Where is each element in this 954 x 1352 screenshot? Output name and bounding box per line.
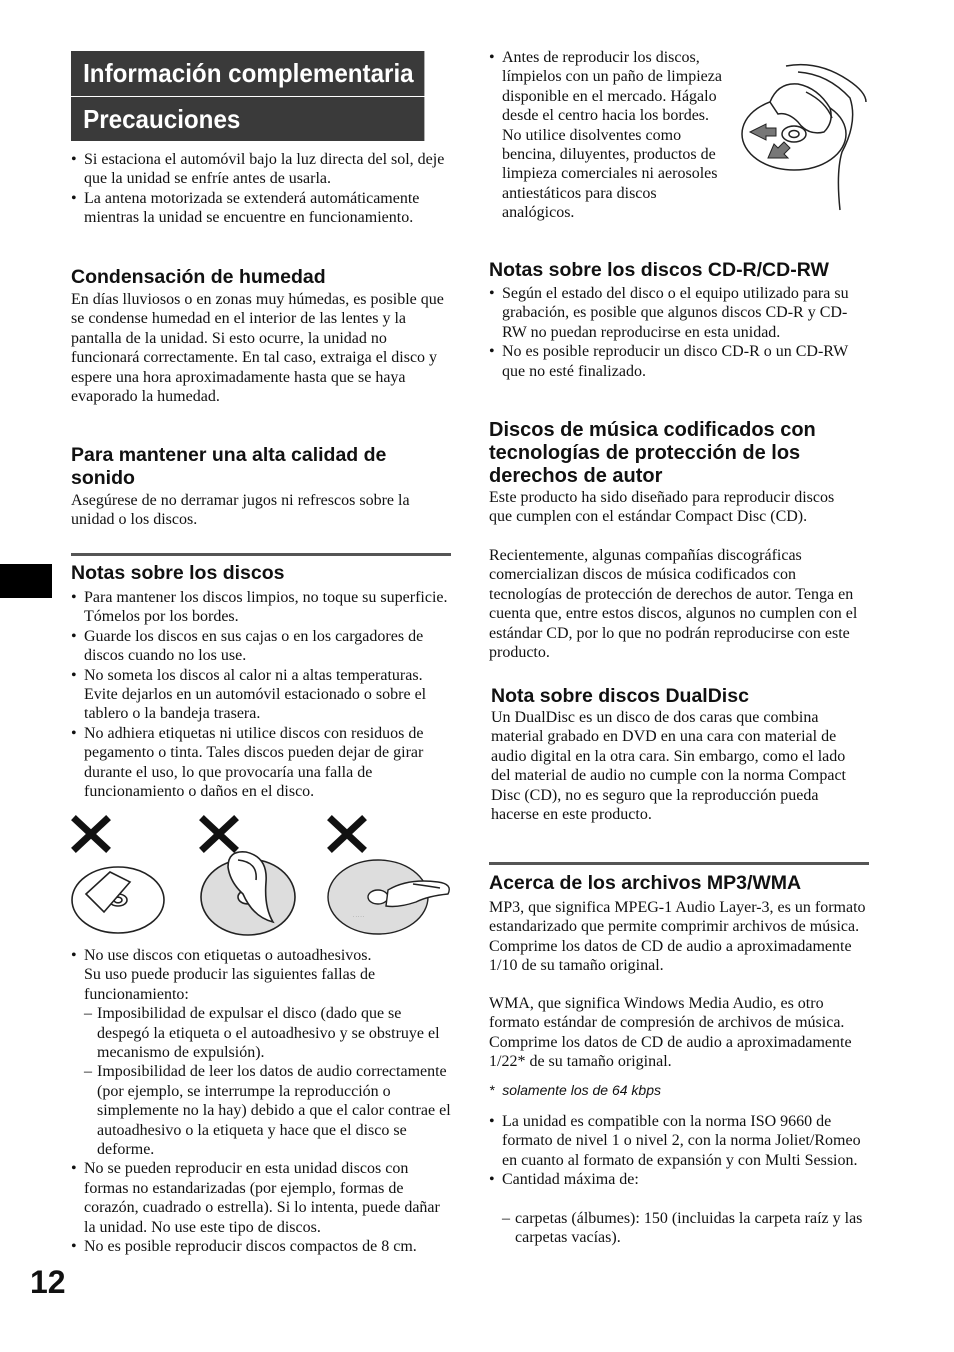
copyright-heading: Discos de música codificados con tecnologías de protección de los derechos de autor — [489, 419, 816, 487]
footnote-text: solamente los de 64 kbps — [502, 1082, 661, 1098]
hand-touching-disc-icon — [328, 860, 449, 934]
page-title: Precauciones — [71, 97, 424, 141]
disc-notes-list — [71, 588, 451, 801]
disc-with-label-icon — [72, 867, 164, 933]
list-item: • Antes de reproducir los discos, límpielos con un paño de limpieza disponible en el mercado. Hágalo desde el centro hacia los bordes. No utilice disolventes como bencina, diluyentes, productos de limpieza comerciales ni aerosoles antiestáticos para discos analógicos. — [489, 48, 729, 223]
page-number: 12 — [30, 1264, 66, 1300]
footnote — [489, 1082, 869, 1098]
list-item: • No adhiera etiquetas ni utilice discos con residuos de pegamento o tinta. Tales discos pueden dejar de girar durante el uso, lo que provocaría una falla de funcionamiento o daños en el disco. — [71, 724, 451, 802]
disc-illustrations — [68, 812, 458, 942]
mp3-list — [489, 1112, 869, 1190]
condensation-text: En días lluviosos o en zonas muy húmedas, es posible que se condense humedad en el interior de las lentes y la pantalla de la unidad. Si esto ocurre, la unidad no funcionará correctamente. En tal caso, extraiga el disco y espere una hora aproximadamente hasta que se haya evaporado la humedad. — [71, 291, 444, 406]
dualdisc-text: Un DualDisc es un disco de dos caras que combina material grabado en DVD en una cara con material de audio digital en la otra cara. Sin embargo, como el lado del material de audio no cumple con la norma Compact Disc (CD), no es seguro que la reproducción pueda hacerse en este producto. — [491, 709, 846, 824]
footnote-mark: * — [489, 1082, 495, 1098]
list-item: • Guarde los discos en sus cajas o en los cargadores de discos cuando no los use. — [71, 627, 451, 666]
list-item: – Imposibilidad de expulsar el disco (dado que se despegó la etiqueta o el autoadhesivo y se obstruye el mecanismo de expulsión). — [84, 1004, 451, 1062]
sound-quality-text: Asegúrese de no derramar jugos ni refrescos sobre la unidad o los discos. — [71, 492, 410, 529]
cdr-list — [489, 284, 857, 381]
cdr-heading: Notas sobre los discos CD-R/CD-RW — [489, 259, 829, 281]
section-title: Información complementaria — [71, 51, 424, 96]
list-item: • No es posible reproducir discos compactos de 8 cm. — [71, 1237, 451, 1256]
copyright-p2: Recientemente, algunas compañías discográficas comercializan discos de música codificados con tecnologías de protección de derechos de autor. Tenga en cuenta que, entre estos discos, algunos no cumplen con el estándar CD, por lo que no podrán reproducirse con este producto. — [489, 547, 858, 662]
copyright-p1: Este producto ha sido diseñado para reproducir discos que cumplen con el estándar Compact Disc (CD). — [489, 489, 835, 526]
dash-list — [84, 1004, 451, 1159]
list-item: • No someta los discos al calor ni a altas temperaturas. Evite dejarlos en un automóvil estacionado o sobre el tablero o la bandeja trasera. — [71, 666, 451, 724]
list-item: • No se pueden reproducir en esta unidad discos con formas no estandarizadas (por ejemplo, formas de corazón, cuadrado o estrella). Si lo intenta, puede dañar la unidad. No use este tipo de discos. — [71, 1159, 451, 1237]
x-mark-icon — [76, 820, 106, 848]
list-item: • No es posible reproducir un disco CD-R o un CD-RW que no esté finalizado. — [489, 342, 857, 381]
cleaning-list — [489, 48, 729, 223]
peeling-label-disc-icon — [201, 852, 295, 935]
mp3-p1: MP3, que significa MPEG-1 Audio Layer-3, es un formato estandarizado que permite comprimir archivos de música. Comprime los datos de CD de audio a aproximadamente 1/10 de su tamaño original. — [489, 899, 866, 975]
list-item-text: • No use discos con etiquetas o autoadhesivos. — [84, 947, 372, 964]
condensation-heading: Condensación de humedad — [71, 266, 326, 288]
list-item — [71, 946, 451, 1159]
list-item: • Para mantener los discos limpios, no toque su superficie. Tómelos por los bordes. — [71, 588, 451, 627]
list-item: • La antena motorizada se extenderá automáticamente mientras la unidad se encuentre en funcionamiento. — [71, 189, 451, 228]
list-item: – Imposibilidad de leer los datos de audio correctamente (por ejemplo, se interrumpe la reproducción o simplemente no la hay) debido a que el calor contrae el autoadhesivo o la etiqueta y hace que el disco se deforme. — [84, 1062, 451, 1159]
sound-quality-heading: Para mantener una alta calidad de sonido — [71, 444, 387, 489]
section-rule — [71, 553, 451, 556]
list-item-text: Su uso puede producir las siguientes fallas de funcionamiento: — [84, 966, 376, 1003]
list-item: – carpetas (álbumes): 150 (incluidas la carpeta raíz y las carpetas vacías). — [502, 1209, 870, 1248]
disc-notes-heading: Notas sobre los discos — [71, 562, 285, 584]
x-mark-icon — [204, 820, 234, 848]
list-item: • Según el estado del disco o el equipo utilizado para su grabación, es posible que algunos discos CD-R y CD-RW no puedan reproducirse en esta unidad. — [489, 284, 857, 342]
mp3-dash-list — [502, 1209, 870, 1248]
side-tab-marker — [0, 564, 52, 598]
sticker-list — [71, 946, 451, 1257]
mp3-p2: WMA, que significa Windows Media Audio, es otro formato estándar de compresión de archivos de música. Comprime los datos de CD de audio a aproximadamente 1/22* de su tamaño original. — [489, 995, 852, 1071]
dualdisc-heading: Nota sobre discos DualDisc — [491, 685, 749, 707]
x-mark-icon — [332, 820, 362, 848]
list-item: • Cantidad máxima de: — [489, 1170, 869, 1189]
intro-list — [71, 150, 451, 228]
list-item: • La unidad es compatible con la norma ISO 9660 de formato de nivel 1 o nivel 2, con la norma Joliet/Romeo en cuanto al formato de expansión y con Multi Session. — [489, 1112, 869, 1170]
mp3-heading: Acerca de los archivos MP3/WMA — [489, 872, 802, 894]
section-rule — [489, 862, 869, 865]
list-item: • Si estaciona el automóvil bajo la luz directa del sol, deje que la unidad se enfríe antes de usarla. — [71, 150, 451, 189]
disc-cleaning-icon — [738, 62, 872, 212]
svg-text:· · · · ·: · · · · · — [353, 914, 365, 919]
